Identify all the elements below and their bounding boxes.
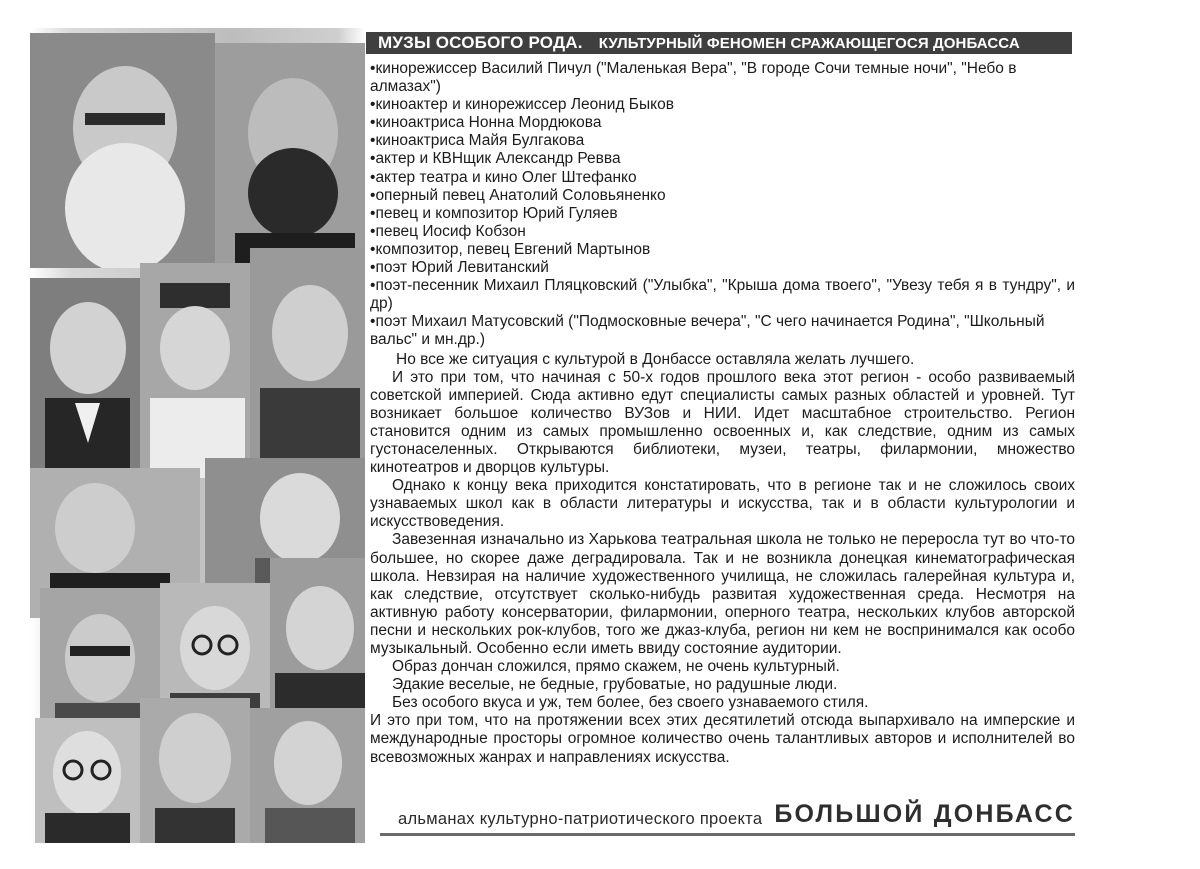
list-item: • киноактер и кинорежиссер Леонид Быков (370, 96, 1075, 114)
list-item: • певец Иосиф Кобзон (370, 223, 1075, 241)
paragraph: И это при том, что на протяжении всех этих десятилетий отсюда выпархивало на имперские и международные просторы огромное количество очень талантливых авторов и исполнителей во всевозможных жанрах и направлениях искусства. (370, 712, 1075, 766)
header-subtitle: КУЛЬТУРНЫЙ ФЕНОМЕН СРАЖАЮЩЕГОСЯ ДОНБАССА (598, 34, 1020, 52)
list-item: • оперный певец Анатолий Соловьяненко (370, 187, 1075, 205)
list-item: • композитор, певец Евгений Мартынов (370, 241, 1075, 259)
portrait-photo (250, 248, 365, 463)
list-item: • киноактриса Майя Булгакова (370, 132, 1075, 150)
paragraph: Без особого вкуса и уж, тем более, без своего узнаваемого стиля. (392, 694, 869, 712)
paragraph: Но все же ситуация с культурой в Донбассе оставляла желать лучшего. (396, 350, 915, 368)
people-list (370, 60, 1075, 350)
paragraph: Однако к концу века приходится констатировать, что в регионе так и не сложилось своих узнаваемых школ как в области литературы и искусства, так и в области культурологии и искусствоведения. (370, 477, 1075, 531)
portrait-photo (35, 718, 140, 843)
footer (380, 800, 1075, 836)
footer-brand: БОЛЬШОЙ ДОНБАСС (774, 800, 1075, 828)
list-item: • актер театра и кино Олег Штефанко (370, 169, 1075, 187)
list-item: • певец и композитор Юрий Гуляев (370, 205, 1075, 223)
list-item: • поэт-песенник Михаил Пляцковский ("Улыбка", "Крыша дома твоего", "Увезу тебя я в тундру", и др) (370, 277, 1075, 313)
paragraph: Завезенная изначально из Харькова театральная школа не только не переросла тут во что-то большее, но скорее даже деградировала. Так и не возникла донецкая кинематографическая школа. Невзирая на наличие художественного училища, не сложилась галерейная культура и, как следствие, отсутствует сколько-нибудь развитая художественная среда. Несмотря на активную работу консерватории, филармонии, оперного театра, нескольких клубов авторской песни и нескольких рок-клубов, того же джаз-клуба, регион ни кем не воспринимался как особо музыкальный. Особенно если иметь ввиду состояние аудитории. (370, 531, 1075, 657)
footer-tagline: альманах культурно-патриотического проекта (397, 810, 763, 828)
article-body (370, 60, 1075, 767)
list-item: • поэт Михаил Матусовский ("Подмосковные вечера", "С чего начинается Родина", "Школьный вальс" и мн.др.) (370, 313, 1075, 349)
portrait-photo (30, 33, 215, 268)
paragraph: Эдакие веселые, не бедные, грубоватые, но радушные люди. (392, 676, 838, 694)
list-item: • киноактриса Нонна Мордюкова (370, 114, 1075, 132)
portrait-photo (140, 263, 250, 478)
header-bar (366, 32, 1072, 54)
paragraph: И это при том, что начиная с 50-х годов прошлого века этот регион - особо развиваемый советской империей. Сюда активно едут специалисты самых разных областей и уровней. Тут возникает большое количество ВУЗов и НИИ. Идет масштабное строительство. Регион становится одним из самых промышленно освоенных и, как следствие, одним из самых густонаселенных. Открываются библиотеки, музеи, театры, филармонии, множество кинотеатров и дворцов культуры. (370, 368, 1075, 477)
portrait-photo (140, 698, 250, 843)
portrait-collage (30, 28, 365, 843)
list-item: • актер и КВНщик Александр Ревва (370, 150, 1075, 168)
portrait-photo (250, 708, 365, 843)
portrait-photo (215, 43, 365, 273)
paragraph: Образ дончан сложился, прямо скажем, не очень культурный. (392, 658, 840, 676)
portrait-photo (270, 558, 365, 708)
list-item: • кинорежиссер Василий Пичул ("Маленькая Вера", "В городе Сочи темные ночи", "Небо в алмазах") (370, 60, 1075, 96)
header-title: МУЗЫ ОСОБОГО РОДА. (378, 33, 583, 52)
list-item: • поэт Юрий Левитанский (370, 259, 1075, 277)
portrait-photo (30, 278, 140, 468)
